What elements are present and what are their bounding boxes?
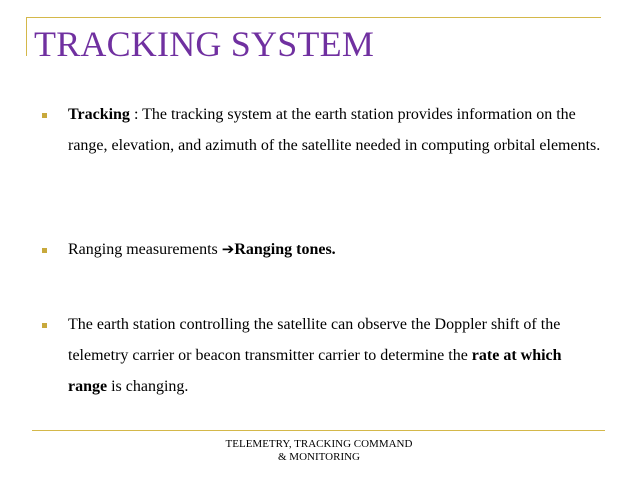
bullet-text: is changing. xyxy=(107,378,189,395)
bullet-square-icon xyxy=(42,113,47,118)
slide-footer xyxy=(180,438,458,464)
top-divider xyxy=(26,17,601,18)
footer-line-1: TELEMETRY, TRACKING COMMAND xyxy=(225,438,413,450)
bullet-tracking xyxy=(68,99,603,161)
bullet-term: Ranging tones. xyxy=(234,241,336,258)
bullet-term: Tracking xyxy=(68,106,130,123)
title-accent-rule xyxy=(26,17,27,56)
bullet-square-icon xyxy=(42,323,47,328)
bullet-text: : The tracking system at the earth station provides information on the range, elevation, and azimuth of the satellite needed in computing orbital elements. xyxy=(68,106,601,154)
slide-title: TRACKING SYSTEM xyxy=(34,24,375,64)
bullet-square-icon xyxy=(42,248,47,253)
bullet-term: rate at which range xyxy=(68,347,562,395)
bottom-divider xyxy=(32,430,605,431)
bullet-text: Ranging measurements xyxy=(68,241,222,258)
bullet-doppler xyxy=(68,309,603,402)
bullet-text: The earth station controlling the satellite can observe the Doppler shift of the telemetry carrier or beacon transmitter carrier to determine the xyxy=(68,316,561,364)
footer-line-2: & MONITORING xyxy=(278,451,360,463)
right-arrow-icon: ➔ xyxy=(221,240,235,258)
bullet-ranging xyxy=(68,234,603,265)
